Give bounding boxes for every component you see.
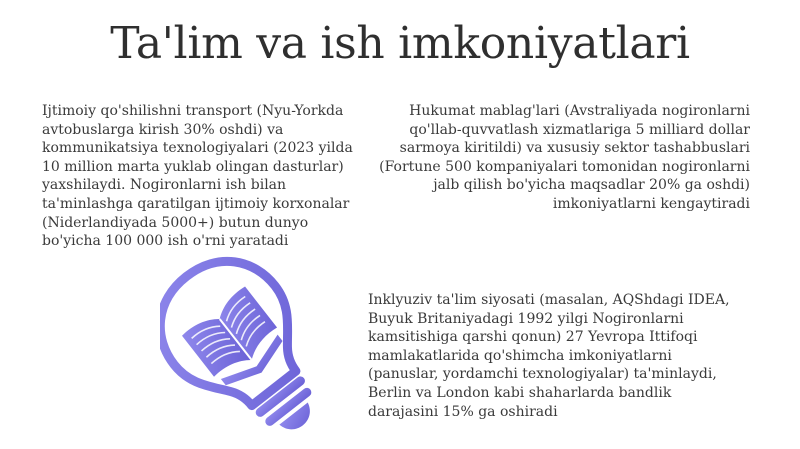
lightbulb-book-icon <box>160 250 320 449</box>
slide-title: Ta'lim va ish imkoniyatlari <box>110 18 690 69</box>
text-block-social-inclusion: Ijtimoiy qo'shilishni transport (Nyu-Yorkda avtobuslarga kirish 30% oshdi) va kommunikatsiya texnologiyalari (2023 yilda 10 million marta yuklab olingan dasturlar) yaxshilaydi. Nogironlarni ish bilan ta'minlashga qaratilgan ijtimoiy korxonalar (Niderlandiyada 5000+) butun dunyo bo'yicha 100 000 ish o'rni yaratadi <box>42 103 353 250</box>
text-block-funding: Hukumat mablag'lari (Avstraliyada nogironlarni qo'llab-quvvatlash xizmatlariga 5 milliard dollar sarmoya kiritildi) va xususiy sektor tashabbuslari (Fortune 500 kompaniyalari tomonidan nogironlarni jalb qilish bo'yicha maqsadlar 20% ga oshdi) imkoniyatlarni kengaytiradi <box>379 103 750 212</box>
text-block-inclusive-education: Inklyuziv ta'lim siyosati (masalan, AQShdagi IDEA, Buyuk Britaniyadagi 1992 yilgi Nogironlarni kamsitishiga qarshi qonun) 27 Yevropa Ittifoqi mamlakatlarida qo'shimcha imkoniyatlarni (panuslar, yordamchi texnologiyalar) ta'minlaydi, Berlin va London kabi shaharlarda bandlik darajasini 15% ga oshiradi <box>368 292 730 420</box>
